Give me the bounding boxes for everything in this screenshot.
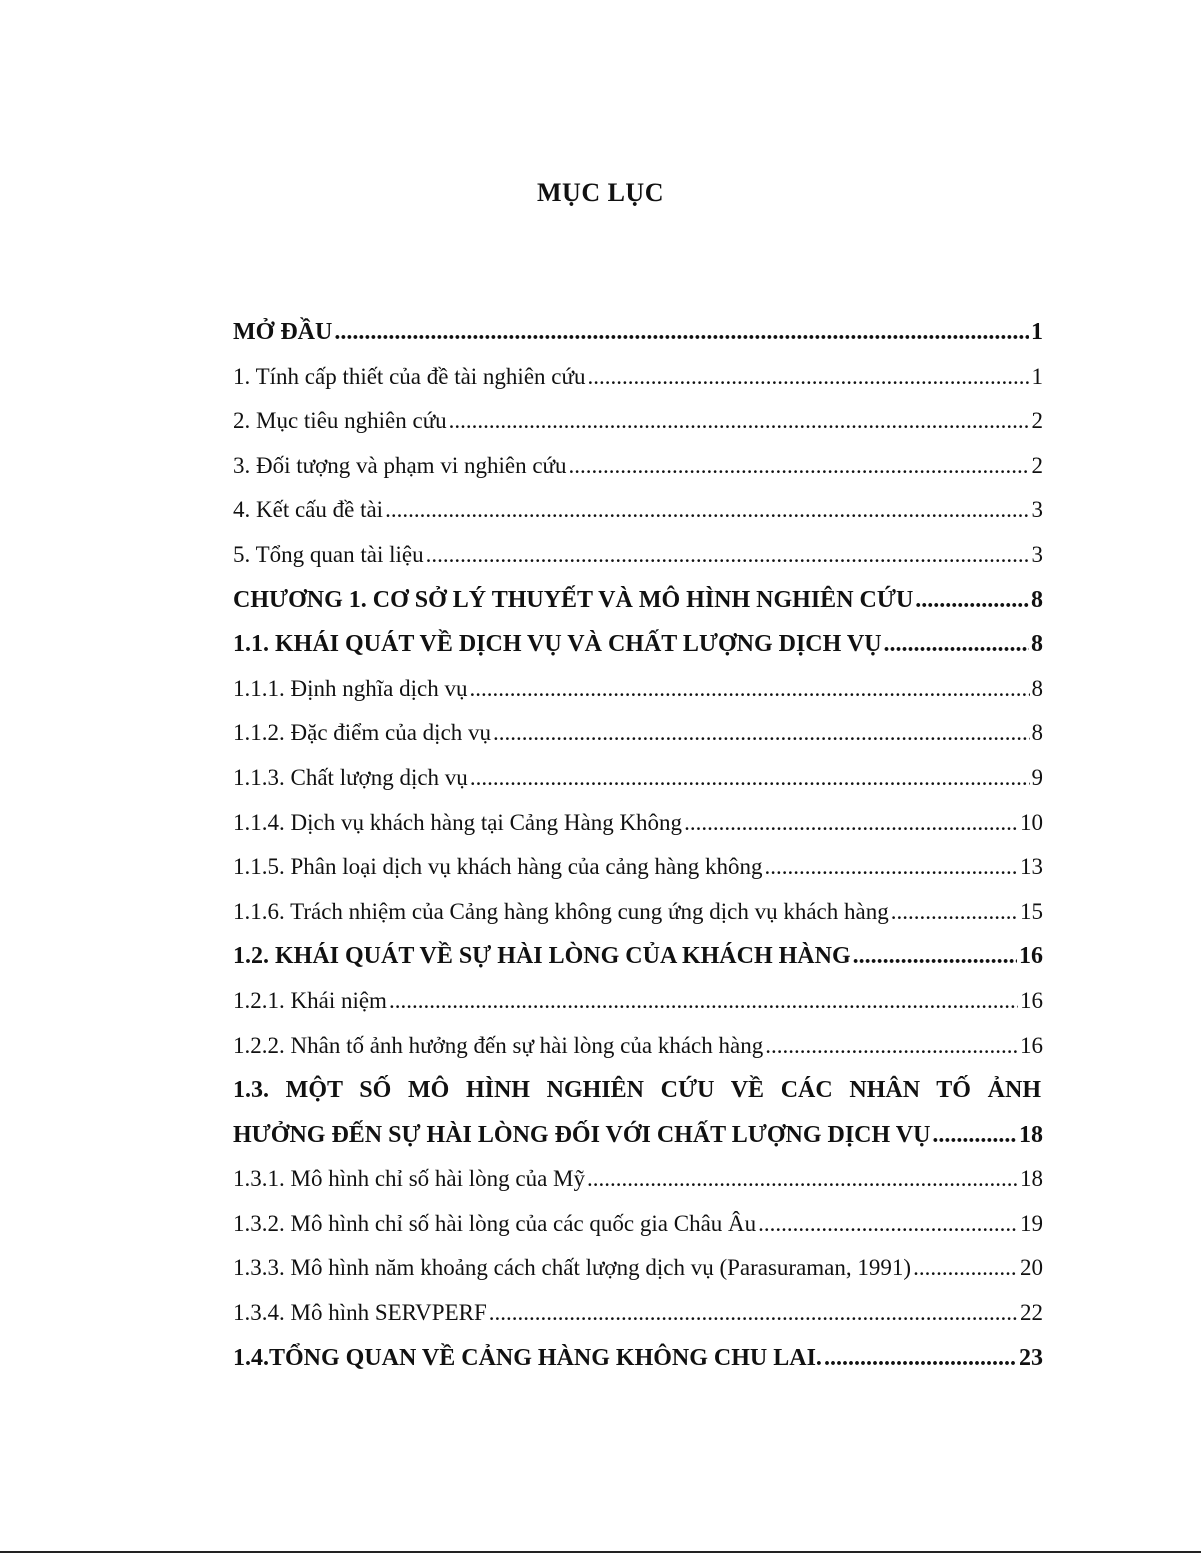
toc-entry[interactable] [233,845,1043,890]
toc-leader-dots [385,488,1029,533]
toc-entry[interactable] [233,444,1043,489]
toc-leader-dots [884,622,1029,667]
toc-entry-page-number: 8 [1031,675,1043,701]
toc-entry-page-number: 20 [1020,1255,1043,1281]
toc-entry-label: MỞ ĐẦU [233,319,333,345]
toc-entry-label: 1.1.3. Chất lượng dịch vụ [233,764,468,790]
toc-entry-label: 1.1.6. Trách nhiệm của Cảng hàng không cung ứng dịch vụ khách hàng [233,898,889,924]
toc-entry-label: 1.1.2. Đặc điểm của dịch vụ [233,720,492,746]
toc-leader-dots [489,1291,1018,1336]
toc-entry-page-number: 23 [1019,1344,1043,1371]
toc-entry[interactable] [233,1113,1043,1158]
toc-entry-page-number: 16 [1020,1032,1043,1058]
toc-entry-label: 5. Tổng quan tài liệu [233,541,424,567]
toc-leader-dots [765,845,1018,890]
toc-entry-page-number: 8 [1031,720,1043,746]
toc-entry-label: 3. Đối tượng và phạm vi nghiên cứu [233,452,567,478]
toc-entry-page-number: 1 [1031,363,1043,389]
toc-entry[interactable] [233,1157,1043,1202]
toc-entry[interactable] [233,890,1043,935]
toc-entry-label: CHƯƠNG 1. CƠ SỞ LÝ THUYẾT VÀ MÔ HÌNH NGHIÊN CỨU [233,586,914,613]
toc-entry-page-number: 16 [1019,943,1043,970]
toc-entry-page-number: 19 [1020,1210,1043,1236]
toc-leader-dots [913,1246,1018,1291]
toc-entry[interactable] [233,622,1043,667]
toc-entry[interactable] [233,756,1043,801]
toc-entry-label: 1.1. KHÁI QUÁT VỀ DỊCH VỤ VÀ CHẤT LƯỢNG DỊCH VỤ [233,631,882,658]
toc-entry[interactable] [233,667,1043,712]
toc-entry[interactable] [233,1024,1043,1069]
toc-entry-page-number: 22 [1020,1300,1043,1326]
toc-leader-dots [587,1157,1018,1202]
toc-leader-dots [587,355,1029,400]
toc-entry-page-number: 8 [1031,586,1043,613]
toc-leader-dots [469,667,1029,712]
toc-entry-page-number: 16 [1020,987,1043,1013]
toc-leader-dots [891,890,1018,935]
toc-entry[interactable] [233,801,1043,846]
toc-entry-page-number: 9 [1031,764,1043,790]
toc-leader-dots [824,1336,1017,1381]
toc-entry[interactable] [233,533,1043,578]
toc-entry-label: 1.2.1. Khái niệm [233,987,387,1013]
toc-entry[interactable] [233,979,1043,1024]
toc-entry-page-number: 2 [1031,408,1043,434]
toc-entry-label: 1.1.4. Dịch vụ khách hàng tại Cảng Hàng Không [233,809,683,835]
toc-leader-dots [684,801,1018,846]
toc-entry-label: 1.1.1. Định nghĩa dịch vụ [233,675,468,701]
toc-entry-page-number: 15 [1020,898,1043,924]
toc-leader-dots [334,310,1029,355]
toc-entry-label: 4. Kết cấu đề tài [233,497,384,523]
toc-entry-label: 1.2.2. Nhân tố ảnh hưởng đến sự hài lòng của khách hàng [233,1032,764,1058]
toc-entry[interactable] [233,934,1043,979]
toc-entry-label: 2. Mục tiêu nghiên cứu [233,408,447,434]
toc-entry[interactable] [233,310,1043,355]
toc-leader-dots [758,1202,1018,1247]
toc-entry-label: 1.3. MỘT SỐ MÔ HÌNH NGHIÊN CỨU VỀ CÁC NHÂN TỐ ẢNH [233,1077,1041,1104]
toc-leader-dots [449,399,1030,444]
toc-entry[interactable] [233,488,1043,533]
toc-entry[interactable] [233,1246,1043,1291]
toc-leader-dots [932,1113,1017,1158]
toc-entry-page-number: 18 [1020,1166,1043,1192]
toc-entry[interactable] [233,1202,1043,1247]
toc-entry[interactable] [233,355,1043,400]
toc-entry-page-number: 8 [1031,631,1043,658]
toc-entry[interactable] [233,1336,1043,1381]
toc-entry-label: 1.2. KHÁI QUÁT VỀ SỰ HÀI LÒNG CỦA KHÁCH HÀNG [233,943,851,970]
toc-entry-page-number: 3 [1031,541,1043,567]
toc-entry-page-number: 18 [1019,1121,1043,1148]
toc-entry-label: 1. Tính cấp thiết của đề tài nghiên cứu [233,363,586,389]
toc-entry-label: 1.4.TỔNG QUAN VỀ CẢNG HÀNG KHÔNG CHU LAI. [233,1344,822,1371]
toc-entry[interactable] [233,399,1043,444]
toc-entry-label: HƯỞNG ĐẾN SỰ HÀI LÒNG ĐỐI VỚI CHẤT LƯỢNG DỊCH VỤ [233,1121,931,1148]
toc-entry-label: 1.3.4. Mô hình SERVPERF [233,1300,487,1326]
toc-entry-page-number: 13 [1020,854,1043,880]
toc-entry-label: 1.3.2. Mô hình chỉ số hài lòng của các quốc gia Châu Âu [233,1210,757,1236]
toc-leader-dots [426,533,1030,578]
toc-leader-dots [853,934,1017,979]
toc-entry-label: 1.1.5. Phân loại dịch vụ khách hàng của cảng hàng không [233,854,763,880]
toc-entry[interactable] [233,711,1043,756]
toc-entry-label: 1.3.3. Mô hình năm khoảng cách chất lượng dịch vụ (Parasuraman, 1991) [233,1255,912,1281]
toc-entry-page-number: 2 [1031,452,1043,478]
toc-entry-page-number: 10 [1020,809,1043,835]
toc-entry[interactable] [233,1068,1043,1113]
toc-leader-dots [493,711,1029,756]
toc-leader-dots [389,979,1018,1024]
toc-entry[interactable] [233,578,1043,623]
page-title: MỤC LỤC [537,178,664,207]
table-of-contents [233,310,1043,1380]
page-bottom-border [0,1551,1201,1553]
toc-entry[interactable] [233,1291,1043,1336]
toc-entry-page-number: 1 [1031,319,1043,345]
toc-leader-dots [765,1024,1018,1069]
toc-leader-dots [470,756,1030,801]
toc-leader-dots [915,578,1029,623]
toc-leader-dots [569,444,1030,489]
toc-entry-page-number: 3 [1031,497,1043,523]
toc-entry-label: 1.3.1. Mô hình chỉ số hài lòng của Mỹ [233,1166,585,1192]
